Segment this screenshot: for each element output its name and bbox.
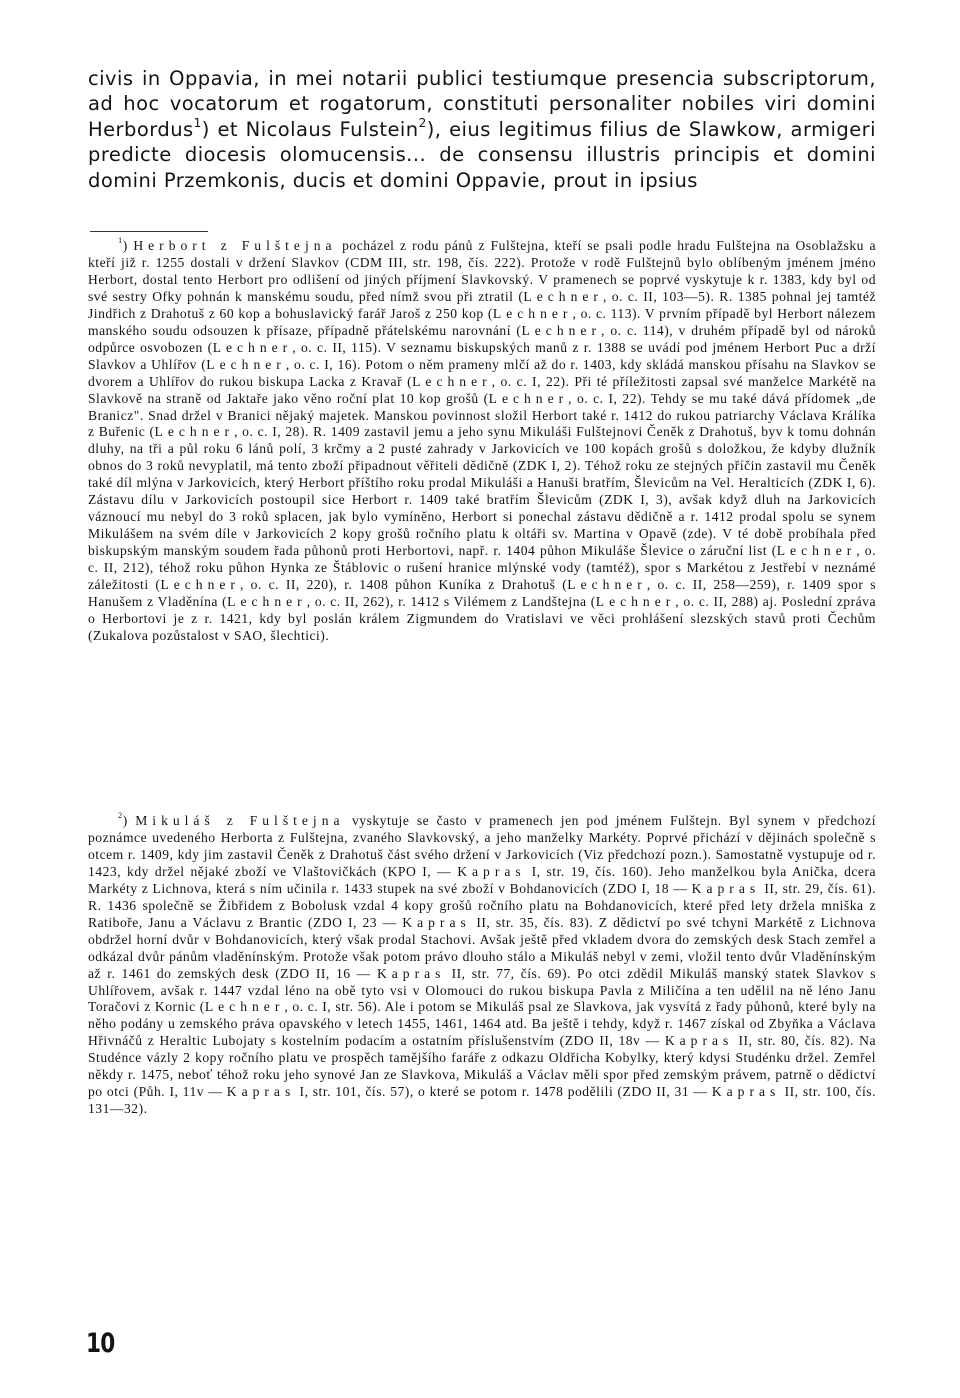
footnote-text: , o. c. II, 262), r. 1412 s Vilémem z Landštejna (: [306, 594, 596, 610]
author-name: Lechner: [595, 594, 676, 610]
footnote-1-mark: 1: [118, 235, 123, 246]
author-name: Lechner: [160, 577, 240, 593]
footnote-text: I, str. 19, čís. 160). Jeho manželkou byla Anička, dcera Markéty z Lichnova, která s ním učinila r. 1433 stupek na své zboží v Bohdanovicích (ZDO I, 18 —: [88, 863, 876, 896]
footnote-text: , o. c. 114), v druhém případě byl od nároků odpůrce osvobozen (: [88, 322, 877, 355]
author-name: Kapras: [691, 880, 761, 896]
footnote-text: , o. c. II, 103—5). R. 1385 pohnal jej tamtéž Jindřich z Drahotuš z 60 kop a bohuslavický farář Jaroš z 250 kop (: [88, 288, 876, 321]
author-name: Lechner: [776, 543, 857, 559]
footnote-separator: [90, 231, 208, 232]
footnote-text: , o. c. II, 258—259), r. 1409 spor s Hanušem z Vladěnína (: [88, 577, 877, 610]
footnote-text: , o. c. I, 28). R. 1409 zastavil jemu a jeho synu Mikuláši Fulštejnovi Čeněk z Drahotuš, byv k tomu dohnán dluhy, na tři a půl roku 6 lánů polí, 3 krčmy a 2 pusté zahrady v Jarkovicích ve 100 kopách grošů s doložkou, že kdyby dlužník obnos do 3 roků nevyplatil, má tento zboží připadnout věřiteli dědičně (ZDK I, 2). Téhož roku ze stejných příčin zastavil mu Čeněk také díl mlýna v Jarkovicích, který Herbort příštího roku prodal Mikuláši a Hanuši bratřím, Šlevicům na Vel. Heralticích (ZDK I, 6). Zástavu dílu v Jarkovicích postoupil sice Herbort r. 1409 také bratřím Šlevicům (ZDK I, 3), avšak když dluh na Jarkovicích váznoucí mu nebyl do 3 roků splacen, jak bylo vymíněno, Herbort si ponechal zástavu dědičně a r. 1412 prodal spolu se synem Mikulášem na svém díle v Jarkovicích 2 kopy grošů ročního platu k oltáři sv. Martina v Opavě (zde). V té době probíhala před biskupským manským soudem řada půhonů proti Herbortovi, např. r. 1404 půhon Mikuláše Šlevice o záruční list (: [88, 424, 876, 559]
main-text-part-1: civis in Oppavia, in mei notarii publici testiumque presencia subscriptorum, ad hoc vocatorum et rogatorum, constituti personaliter nobiles viri domini Herbordus: [88, 67, 876, 141]
footnote-ref-1: 1: [193, 115, 202, 130]
footnote-text: , o. c. I, str. 56). Ale i potom se Mikuláš psal ze Slavkova, jak vysvítá z řady půhonů, které byly na něho podány u zemského práva opavského v letech 1455, 1461, 1464 atd. Ba ještě i tehdy, když r. 1467 získal od Zbyňka a Václava Hřivnáčů z Heraltic Lubojaty s kostelním podacím a ostatním příslušenstvím (ZDO II, 18v —: [88, 999, 876, 1049]
footnote-text: II, str. 29, čís. 61). R. 1436 společně se Žibřidem z Bobolusk vzdal 4 kopy grošů ročního platu na Bohdanovicích, které před lety držela mniška z Ratiboře, Janu a Václavu z Brantic (ZDO I, 23 —: [88, 880, 876, 930]
footnote-1: $^1$) Herbort z Fulštejna pocházel z rodu pánů z Fulštejna, kteří se psali podle hradu Fulštejna na Osoblažsku a kteří již r. 1255 dostali v držení Slavkov (CDM III, str. 198, čís. 222). Protože v rodě Fulštejnů bylo oblíbeným jménem jméno Herbort, dostal tento Herbort pro odlišení od jiných příjmení Slavkovský. V pramenech se poprvé vyskytuje k r. 1383, kdy byl od své sestry Ofky pohnán k manskému soudu, před nímž svou při ztratil (Lechner, o. c. II, 103—5). R. 1385 pohnal jej tamtéž Jindřich z Drahotuš z 60 kop a bohuslavický farář Jaroš z 250 kop (Lechner, o. c. 113). V prvním případě byl Herbort nálezem manského soudu odsouzen k přísaze, případně přátelskému narovnání (Lechner, o. c. 114), v druhém případě byl od nároků odpůrce osvobozen (Lechner, o. c. II, 115). V seznamu biskupských manů z r. 1388 se uvádí pod jménem Herbort Puc a drží Slavkov a Uhlířov (Lechner, o. c. I, 16). Potom o něm prameny mlčí až do r. 1403, kdy skládá manskou přísahu na Slavkov se dvorem a Uhlířov do rukou biskupa Lacka z Kravař (Lechner, o. c. I, 22). Při té příležitosti zapsal své manželce Markétě na Slavkově na straně od Jaktaře jako věno roční plat 10 kop grošů (Lechner, o. c. I, 22). Tehdy se mu také dává přídomek „de Branicz". Snad držel v Branici nějaký majetek. Manskou povinnost složil Herbort také r. 1412 do rukou patriarchy Václava Králíka z Buřenic (Lechner, o. c. I, 28). R. 1409 zastavil jemu a jeho synu Mikuláši Fulštejnovi Čeněk z Drahotuš, byv k tomu dohnán dluhy, na tři a půl roku 6 lánů polí, 3 krčmy a 2 pusté zahrady v Jarkovicích ve 100 kopách grošů s doložkou, že kdyby dlužník obnos do 3 roků nevyplatil, má tento zboží připadnout věřiteli dědičně (ZDK I, 2). Téhož roku ze stejných příčin zastavil mu Čeněk také díl mlýna v Jarkovicích, který Herbort příštího roku prodal Mikuláši a Hanuši bratřím, Šlevicům na Vel. Heralticích (ZDK I, 6). Zástavu dílu v Jarkovicích postoupil sice Herbort r. 1409 také bratřím Šlevicům (ZDK I, 3), avšak když dluh na Jarkovicích váznoucí mu nebyl do 3 roků splacen, jak bylo vymíněno, Herbort si ponechal zástavu dědičně a r. 1412 prodal spolu se synem Mikulášem na svém díle v Jarkovicích 2 kopy grošů ročního platu k oltáři sv. Martina v Opavě (zde). V té době probíhala před biskupským manským soudem řada půhonů proti Herbortovi, např. r. 1404 půhon Mikuláše Šlevice o záruční list (Lechner, o. c. II, 212), téhož roku půhon Hynka ze Štáblovic o rušení hranice mlýnské vody (tamtéž), spor s Markétou z Jestřebí v neznámé záležitosti (Lechner, o. c. II, 220), r. 1408 půhon Kuníka z Drahotuš (Lechner, o. c. II, 258—259), r. 1409 spor s Hanušem z Vladěnína (Lechner, o. c. II, 262), r. 1412 s Vilémem z Landštejna (Lechner, o. c. II, 288) aj. Poslední zpráva o Herbortovi je z r. 1421, kdy byl poslán králem Zigmundem do Vratislavi ve věci prohlášení slezských stavů proti Čechům (Zukalova pozůstalost v SAO, šlechtici).: [88, 235, 877, 643]
footnote-2-mark: 2: [118, 810, 123, 821]
footnote-2: $^2$) Mikuláš z Fulštejna vyskytuje se často v pramenech jen pod jménem Fulštejn. Byl synem v předchozí poznámce uvedeného Herborta z Fulštejna, zvaného Slavkovský, a jeho manželky Markéty. Poprvé přichází v dějinách společně s otcem r. 1409, kdy jim zastavil Čeněk z Drahotuš část svého držení v Jarkovicích (Viz předchozí pozn.). Samostatně vystupuje od r. 1423, kdy držel nějaké zboží ve Vlaštovičkách (KPO I, — Kapras I, str. 19, čís. 160). Jeho manželkou byla Anička, dcera Markéty z Lichnova, která s ním učinila r. 1433 stupek na své zboží v Bohdanovicích (ZDO I, 18 — Kapras II, str. 29, čís. 61). R. 1436 společně se Žibřidem z Bobolusk vzdal 4 kopy grošů ročního platu na Bohdanovicích, které před lety držela mniška z Ratiboře, Janu a Václavu z Brantic (ZDO I, 23 — Kapras II, str. 35, čís. 83). Z dědictví po své tchyni Markétě z Lichnova obdržel horní dvůr v Bohdanovicích, který však prodal Stachovi. Avšak ještě před vkladem dvora do zemských desk Stach zemřel a odkázal dvůr pánům vladěnínským. Protože však potom právo dlouho stálo a Mikuláš nebyl v zemi, vložil tento dvůr Vladěnínským až r. 1461 do zemských desk (ZDO II, 16 — Kapras II, str. 77, čís. 69). Po otci zdědil Mikuláš manský statek Slavkov s Uhlířovem, avšak r. 1447 vzdal léno na obě tyto vsi v Olomouci do rukou biskupa Pavla z Miličína a ten udělil na ně léno Janu Toračovi z Kornic (Lechner, o. c. I, str. 56). Ale i potom se Mikuláš psal ze Slavkova, jak vysvítá z řady půhonů, které byly na něho podány u zemského práva opavského v letech 1455, 1461, 1464 atd. Ba ještě i tehdy, když r. 1467 získal od Zbyňka a Václava Hřivnáčů z Heraltic Lubojaty s kostelním podacím a ostatním příslušenstvím (ZDO II, 18v — Kapras II, str. 80, čís. 82). Na Studénce vázly 2 kopy ročního platu ve prospěch tamějšího faráře z odkazu Oldřicha Kobylky, který kdysi Studénku držel. Zemřel někdy r. 1475, neboť téhož roku jeho synové Jan ze Slavkova, Mikuláš a Václav měli spor před zemským právem, patrně o dědictví po otci (Půh. I, 11v — Kapras I, str. 101, čís. 57), o které se potom r. 1478 podělili (ZDO II, 31 — Kapras II, str. 100, čís. 131—32).: [88, 810, 877, 1117]
main-text-part-3: ), eius legitimus filius de Slawkow, armigeri predicte diocesis olomucensis... de consensu illustris principis et domini domini Przemkonis, ducis et domini Oppavie, prout in ipsius: [88, 117, 877, 192]
footnote-text: pocházel z rodu pánů z Fulštejna, kteří se psali podle hradu Fulštejna na Osoblažsku a kteří již r. 1255 dostali v držení Slavkov (CDM III, str. 198, čís. 222). Protože v rodě Fulštejnů bylo oblíbeným jménem jméno Herbort, dostal tento Herbort pro odlišení od jiných příjmení Slavkovský. V pramenech se poprvé vyskytuje k r. 1383, kdy byl od své sestry Ofky pohnán k manskému soudu, před nímž svou při ztratil (: [88, 238, 877, 304]
footnote-text: , o. c. I, 22). Při té příležitosti zapsal své manželce Markétě na Slavkově na straně od Jaktaře jako věno roční plat 10 kop grošů (: [88, 373, 876, 406]
main-text: [88, 66, 876, 193]
footnote-text: , o. c. II, 212), téhož roku půhon Hynka ze Štáblovic o rušení hranice mlýnské vody (tamtéž), spor s Markétou z Jestřebí v neznámé záležitosti (: [88, 543, 876, 593]
footnote-2-name: Mikuláš z Fulštejna: [135, 813, 345, 828]
author-name: Kapras: [457, 863, 526, 879]
footnote-ref-2: 2: [418, 115, 427, 130]
author-name: Lechner: [412, 373, 492, 389]
footnote-text: , o. c. II, 220), r. 1408 půhon Kuníka z Drahotuš (: [239, 577, 568, 593]
author-name: Lechner: [492, 305, 573, 321]
footnote-text: II, str. 35, čís. 83). Z dědictví po své tchyni Markétě z Lichnova obdržel horní dvůr v Bohdanovicích, který však prodal Stachovi. Avšak ještě před vkladem dvora do zemských desk Stach zemřel a odkázal dvůr pánům vladěnínským. Protože však potom právo dlouho stálo a Mikuláš nebyl v zemi, vložil tento dvůr Vladěnínským až r. 1461 do zemských desk (ZDO II, 16 —: [88, 914, 877, 981]
author-name: Kapras: [226, 1084, 296, 1100]
author-name: Kapras: [664, 1033, 734, 1049]
author-name: Lechner: [204, 999, 285, 1015]
footnote-text: II, str. 77, čís. 69). Po otci zdědil Mikuláš manský statek Slavkov s Uhlířovem, avšak r. 1447 vzdal léno na obě tyto vsi v Olomouci do rukou biskupa Pavla z Miličína a ten udělil na ně léno Janu Toračovi z Kornic (: [88, 965, 876, 1015]
author-name: Kapras: [376, 965, 446, 981]
author-name: Lechner: [523, 288, 603, 304]
author-name: Kapras: [711, 1084, 781, 1100]
footnote-text: II, str. 80, čís. 82). Na Studénce vázly 2 kopy ročního platu ve prospěch tamějšího faráře z odkazu Oldřicha Kobylky, který kdysi Studénku držel. Zemřel někdy r. 1475, neboť téhož roku jeho synové Jan ze Slavkova, Mikuláš a Václav měli spor před zemským právem, patrně o dědictví po otci (Půh. I, 11v —: [88, 1033, 876, 1100]
footnote-text: , o. c. II, 288) aj. Poslední zpráva o Herbortovi je z r. 1421, kdy byl poslán králem Zigmundem do Vratislavi ve věci prohlášení slezských stavů proti Čechům (Zukalova pozůstalost v SAO, šlechtici).: [88, 594, 876, 643]
footnote-text: , o. c. II, 115). V seznamu biskupských manů z r. 1388 se uvádí pod jménem Herbort Puc a drží Slavkov a Uhlířov (: [88, 339, 876, 372]
author-name: Lechner: [154, 424, 235, 440]
footnote-text: , o. c. 113). V prvním případě byl Herbort nálezem manského soudu odsouzen k přísaze, případně přátelskému narovnání (: [88, 305, 876, 338]
author-name: Lechner: [521, 322, 601, 338]
footnote-text: , o. c. I, 22). Tehdy se mu také dává přídomek „de Branicz". Snad držel v Branici nějaký majetek. Manskou povinnost složil Herbort také r. 1412 do rukou patriarchy Václava Králíka z Buřenic (: [88, 390, 877, 440]
author-name: Lechner: [488, 390, 569, 406]
footnote-text: II, str. 100, čís. 131—32).: [88, 1084, 876, 1117]
footnote-text: I, str. 101, čís. 57), o které se potom r. 1478 podělili (ZDO II, 31 —: [295, 1084, 712, 1100]
author-name: Lechner: [206, 356, 286, 372]
main-text-part-2: ) et Nicolaus Fulstein: [201, 117, 419, 141]
footnote-text: vyskytuje se často v pramenech jen pod jménem Fulštejn. Byl synem v předchozí poznámce uvedeného Herborta z Fulštejna, zvaného Slavkovský, a jeho manželky Markéty. Poprvé přichází v dějinách společně s otcem r. 1409, kdy jim zastavil Čeněk z Drahotuš část svého držení v Jarkovicích (Viz předchozí pozn.). Samostatně vystupuje od r. 1423, kdy držel nějaké zboží ve Vlaštovičkách (KPO I, —: [88, 813, 876, 879]
author-name: Lechner: [227, 594, 307, 610]
footnote-text: , o. c. I, 16). Potom o něm prameny mlčí až do r. 1403, kdy skládá manskou přísahu na Slavkov se dvorem a Uhlířov do rukou biskupa Lacka z Kravař (: [88, 356, 876, 389]
author-name: Kapras: [402, 914, 471, 930]
footnote-1-name: Herbort z Fulštejna: [133, 238, 337, 253]
author-name: Lechner: [567, 577, 647, 593]
author-name: Lechner: [212, 339, 293, 355]
page-number: 10: [86, 1328, 115, 1359]
